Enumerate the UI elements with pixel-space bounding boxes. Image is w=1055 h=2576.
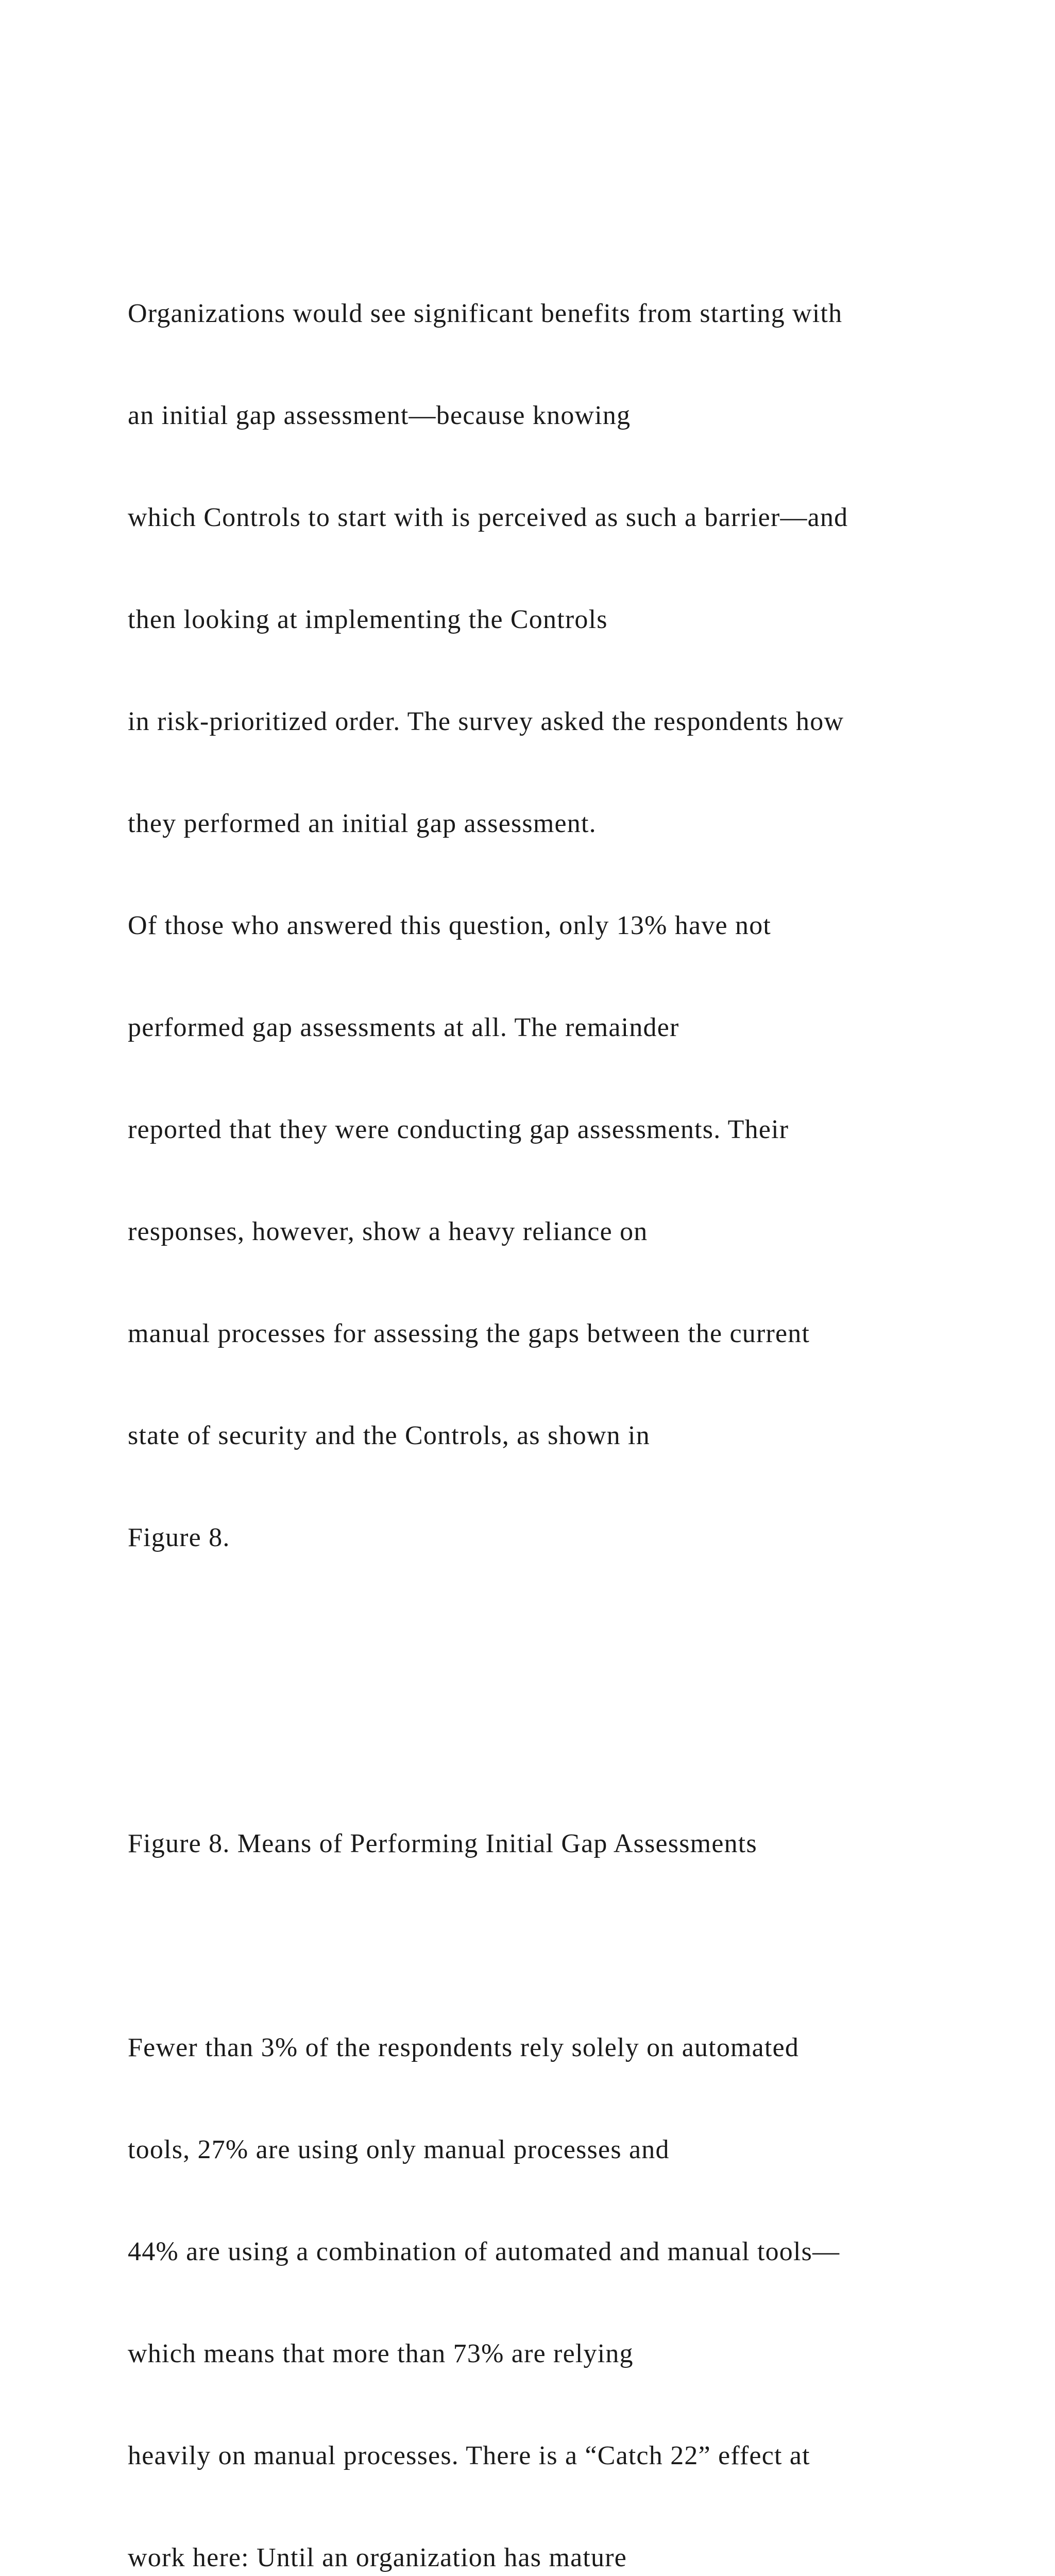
paragraph-line: Organizations would see significant benefits from starting with — [128, 299, 843, 328]
body-text — [128, 229, 1034, 2576]
paragraph-line: performed gap assessments at all. The remainder — [128, 1013, 679, 1042]
blank-line — [128, 1725, 1034, 1759]
paragraph-line: in risk-prioritized order. The survey asked the respondents how — [128, 707, 844, 736]
paragraph-line: Of those who answered this question, only 13% have not — [128, 911, 772, 940]
paragraph-line: then looking at implementing the Controls — [128, 605, 608, 634]
blank-line — [128, 1929, 1034, 1963]
paragraph-line: work here: Until an organization has mature — [128, 2543, 627, 2572]
paragraph-line: 44% are using a combination of automated and manual tools— — [128, 2237, 840, 2266]
paragraph-line: which Controls to start with is perceived as such a barrier—and — [128, 503, 848, 532]
paragraph-line: Figure 8. — [128, 1523, 230, 1552]
paragraph-line: manual processes for assessing the gaps between the current — [128, 1319, 810, 1348]
paragraph-line: an initial gap assessment—because knowing — [128, 401, 631, 430]
paragraph-line: state of security and the Controls, as shown in — [128, 1421, 650, 1450]
blank-line — [128, 1623, 1034, 1657]
paragraph-line: Fewer than 3% of the respondents rely solely on automated — [128, 2033, 799, 2062]
paragraph-line: reported that they were conducting gap assessments. Their — [128, 1115, 789, 1144]
paragraph-line: responses, however, show a heavy reliance on — [128, 1217, 648, 1246]
paragraph-line: which means that more than 73% are relying — [128, 2339, 634, 2368]
paragraph-line: tools, 27% are using only manual processes and — [128, 2135, 670, 2164]
figure-caption: Figure 8. Means of Performing Initial Gap Assessments — [128, 1829, 757, 1858]
paragraph-line: heavily on manual processes. There is a “Catch 22” effect at — [128, 2441, 810, 2470]
paragraph-line: they performed an initial gap assessment. — [128, 809, 597, 838]
